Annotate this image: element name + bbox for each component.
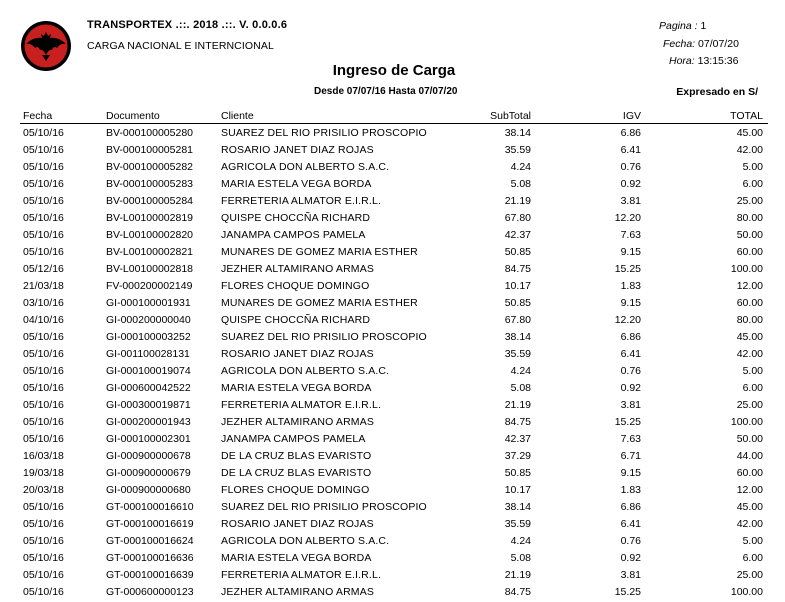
currency-note: Expresado en S/ [676,86,758,98]
cell-igv: 0.92 [620,552,641,564]
cell-total: 42.00 [736,144,763,156]
time-label: Hora: [669,55,695,67]
cell-cliente: AGRICOLA DON ALBERTO S.A.C. [221,535,390,547]
cell-total: 25.00 [736,195,763,207]
cell-cliente: MUNARES DE GOMEZ MARIA ESTHER [221,297,418,309]
cell-documento: GT-000600000123 [106,586,194,598]
cell-fecha: 05/10/16 [23,382,64,394]
report-date-range: Desde 07/07/16 Hasta 07/07/20 [314,86,458,97]
cell-igv: 0.92 [620,178,641,190]
cell-documento: BV-L00100002819 [106,212,193,224]
cell-igv: 3.81 [620,399,641,411]
time-value: 13:15:36 [697,55,739,67]
cell-igv: 3.81 [620,569,641,581]
cell-subtotal: 21.19 [504,195,531,207]
cell-documento: BV-000100005283 [106,178,193,190]
cell-total: 5.00 [742,365,763,377]
report-table-body [0,126,785,602]
cell-total: 42.00 [736,518,763,530]
cell-fecha: 16/03/18 [23,450,64,462]
cell-igv: 6.41 [620,518,641,530]
cell-igv: 1.83 [620,280,641,292]
cell-subtotal: 42.37 [504,433,531,445]
table-row [0,381,785,398]
cell-cliente: MARIA ESTELA VEGA BORDA [221,382,372,394]
cell-fecha: 20/03/18 [23,484,64,496]
cell-documento: GI-000300019871 [106,399,191,411]
column-header-total: TOTAL [730,110,763,122]
cell-documento: GI-000200000040 [106,314,191,326]
cell-total: 50.00 [736,433,763,445]
cell-documento: BV-L00100002820 [106,229,193,241]
cell-igv: 7.63 [620,433,641,445]
cell-igv: 15.25 [614,263,641,275]
table-row [0,143,785,160]
cell-fecha: 05/12/16 [23,263,64,275]
cell-igv: 0.76 [620,161,641,173]
cell-total: 100.00 [730,263,763,275]
table-row [0,347,785,364]
cell-total: 6.00 [742,178,763,190]
cell-fecha: 05/10/16 [23,127,64,139]
cell-cliente: JANAMPA CAMPOS PAMELA [221,229,366,241]
cell-total: 50.00 [736,229,763,241]
cell-fecha: 05/10/16 [23,518,64,530]
cell-subtotal: 37.29 [504,450,531,462]
table-row [0,245,785,262]
table-row [0,126,785,143]
cell-documento: GT-000100016636 [106,552,194,564]
cell-cliente: FERRETERIA ALMATOR E.I.R.L. [221,569,382,581]
cell-subtotal: 10.17 [504,484,531,496]
cell-igv: 15.25 [614,586,641,598]
table-row [0,211,785,228]
cell-total: 44.00 [736,450,763,462]
date-value: 07/07/20 [698,38,739,50]
cell-fecha: 05/10/16 [23,212,64,224]
cell-subtotal: 35.59 [504,144,531,156]
cell-igv: 12.20 [614,212,641,224]
cell-igv: 15.25 [614,416,641,428]
cell-subtotal: 84.75 [504,263,531,275]
cell-cliente: AGRICOLA DON ALBERTO S.A.C. [221,365,390,377]
cell-total: 100.00 [730,416,763,428]
cell-subtotal: 21.19 [504,569,531,581]
cell-cliente: JEZHER ALTAMIRANO ARMAS [221,263,375,275]
cell-cliente: SUAREZ DEL RIO PRISILIO PROSCOPIO [221,331,427,343]
cell-fecha: 05/10/16 [23,399,64,411]
cell-total: 60.00 [736,297,763,309]
cell-cliente: ROSARIO JANET DIAZ ROJAS [221,348,374,360]
cell-documento: GI-000100019074 [106,365,191,377]
cell-igv: 12.20 [614,314,641,326]
cell-igv: 0.76 [620,365,641,377]
table-row [0,330,785,347]
cell-igv: 6.71 [620,450,641,462]
cell-cliente: SUAREZ DEL RIO PRISILIO PROSCOPIO [221,127,427,139]
date-info [663,38,739,50]
cell-fecha: 05/10/16 [23,569,64,581]
cell-documento: GI-000100002301 [106,433,191,445]
report-title: Ingreso de Carga [332,62,456,79]
cell-subtotal: 50.85 [504,467,531,479]
cell-fecha: 05/10/16 [23,586,64,598]
table-row [0,432,785,449]
cell-cliente: FERRETERIA ALMATOR E.I.R.L. [221,399,382,411]
cell-subtotal: 67.80 [504,314,531,326]
cell-documento: GI-000100001931 [106,297,191,309]
table-row [0,296,785,313]
column-header-cliente: Cliente [221,110,254,122]
table-row [0,194,785,211]
page-label: Pagina : [659,20,698,32]
cell-total: 45.00 [736,501,763,513]
cell-total: 60.00 [736,246,763,258]
cell-igv: 6.41 [620,144,641,156]
date-label: Fecha: [663,38,696,50]
cell-fecha: 05/10/16 [23,535,64,547]
cell-fecha: 05/10/16 [23,178,64,190]
table-row [0,534,785,551]
cell-subtotal: 38.14 [504,331,531,343]
cell-subtotal: 38.14 [504,127,531,139]
cell-total: 12.00 [736,484,763,496]
cell-igv: 9.15 [620,246,641,258]
cell-subtotal: 10.17 [504,280,531,292]
cell-subtotal: 84.75 [504,586,531,598]
cell-cliente: JEZHER ALTAMIRANO ARMAS [221,416,375,428]
cell-igv: 3.81 [620,195,641,207]
cell-igv: 6.86 [620,127,641,139]
cell-total: 60.00 [736,467,763,479]
cell-cliente: MUNARES DE GOMEZ MARIA ESTHER [221,246,418,258]
cell-documento: GI-000900000679 [106,467,191,479]
cell-subtotal: 5.08 [510,382,531,394]
cell-subtotal: 4.24 [510,365,531,377]
table-row [0,398,785,415]
cell-cliente: MARIA ESTELA VEGA BORDA [221,552,372,564]
cell-documento: FV-000200002149 [106,280,193,292]
cell-subtotal: 35.59 [504,348,531,360]
page-value: 1 [700,20,707,32]
cell-cliente: JANAMPA CAMPOS PAMELA [221,433,366,445]
cell-total: 5.00 [742,161,763,173]
cell-cliente: DE LA CRUZ BLAS EVARISTO [221,467,372,479]
cell-total: 80.00 [736,212,763,224]
column-header-documento: Documento [106,110,160,122]
cell-documento: GI-000600042522 [106,382,191,394]
cell-fecha: 05/10/16 [23,331,64,343]
cell-total: 80.00 [736,314,763,326]
cell-documento: BV-000100005281 [106,144,193,156]
cell-cliente: JEZHER ALTAMIRANO ARMAS [221,586,375,598]
cell-subtotal: 42.37 [504,229,531,241]
cell-subtotal: 38.14 [504,501,531,513]
table-row [0,500,785,517]
column-header-fecha: Fecha [23,110,53,122]
table-row [0,313,785,330]
table-row [0,517,785,534]
company-subtitle: CARGA NACIONAL E INTERNCIONAL [87,40,274,52]
cell-documento: BV-000100005284 [106,195,193,207]
cell-cliente: FLORES CHOQUE DOMINGO [221,280,370,292]
cell-subtotal: 5.08 [510,178,531,190]
cell-subtotal: 5.08 [510,552,531,564]
cell-fecha: 21/03/18 [23,280,64,292]
table-row [0,279,785,296]
cell-documento: GI-000900000678 [106,450,191,462]
page-info [659,20,706,32]
cell-subtotal: 50.85 [504,246,531,258]
cell-subtotal: 21.19 [504,399,531,411]
cell-igv: 9.15 [620,467,641,479]
cell-cliente: DE LA CRUZ BLAS EVARISTO [221,450,372,462]
table-row [0,364,785,381]
column-header-subtotal: SubTotal [490,110,531,122]
cell-cliente: ROSARIO JANET DIAZ ROJAS [221,518,374,530]
cell-documento: GI-000900000680 [106,484,191,496]
cell-cliente: ROSARIO JANET DIAZ ROJAS [221,144,374,156]
cell-documento: GT-000100016624 [106,535,194,547]
cell-total: 45.00 [736,127,763,139]
cell-subtotal: 50.85 [504,297,531,309]
cell-documento: GI-000100003252 [106,331,191,343]
cell-cliente: AGRICOLA DON ALBERTO S.A.C. [221,161,390,173]
table-row [0,551,785,568]
cell-igv: 6.41 [620,348,641,360]
cell-igv: 7.63 [620,229,641,241]
cell-fecha: 04/10/16 [23,314,64,326]
cell-igv: 0.92 [620,382,641,394]
cell-cliente: FERRETERIA ALMATOR E.I.R.L. [221,195,382,207]
cell-cliente: MARIA ESTELA VEGA BORDA [221,178,372,190]
cell-fecha: 05/10/16 [23,246,64,258]
cell-igv: 6.86 [620,501,641,513]
table-row [0,466,785,483]
cell-subtotal: 4.24 [510,161,531,173]
table-row [0,228,785,245]
cell-total: 5.00 [742,535,763,547]
cell-fecha: 05/10/16 [23,433,64,445]
cell-total: 6.00 [742,552,763,564]
table-row [0,483,785,500]
cell-documento: BV-L00100002821 [106,246,193,258]
cell-total: 42.00 [736,348,763,360]
cell-fecha: 05/10/16 [23,144,64,156]
cell-fecha: 05/10/16 [23,416,64,428]
cell-total: 100.00 [730,586,763,598]
cell-fecha: 05/10/16 [23,365,64,377]
cell-subtotal: 84.75 [504,416,531,428]
cell-subtotal: 67.80 [504,212,531,224]
cell-fecha: 05/10/16 [23,501,64,513]
table-row [0,585,785,602]
cell-cliente: QUISPE CHOCCÑA RICHARD [221,314,371,326]
cell-fecha: 05/10/16 [23,195,64,207]
cell-documento: BV-000100005280 [106,127,193,139]
cell-fecha: 05/10/16 [23,348,64,360]
column-header-igv: IGV [622,110,641,122]
table-row [0,262,785,279]
cell-fecha: 05/10/16 [23,229,64,241]
cell-fecha: 05/10/16 [23,552,64,564]
table-row [0,160,785,177]
table-row [0,449,785,466]
cell-cliente: QUISPE CHOCCÑA RICHARD [221,212,371,224]
cell-documento: GT-000100016619 [106,518,194,530]
company-name: TRANSPORTEX .::. 2018 .::. V. 0.0.0.6 [87,19,288,31]
cell-fecha: 19/03/18 [23,467,64,479]
cell-subtotal: 4.24 [510,535,531,547]
cell-documento: BV-000100005282 [106,161,193,173]
cell-fecha: 03/10/16 [23,297,64,309]
cell-total: 25.00 [736,399,763,411]
cell-total: 12.00 [736,280,763,292]
cell-igv: 1.83 [620,484,641,496]
cell-total: 6.00 [742,382,763,394]
cell-total: 25.00 [736,569,763,581]
cell-cliente: FLORES CHOQUE DOMINGO [221,484,370,496]
cell-documento: GT-000100016610 [106,501,194,513]
cell-igv: 6.86 [620,331,641,343]
table-row [0,177,785,194]
cell-documento: GT-000100016639 [106,569,194,581]
cell-cliente: SUAREZ DEL RIO PRISILIO PROSCOPIO [221,501,427,513]
cell-fecha: 05/10/16 [23,161,64,173]
header-rule [20,123,768,124]
cell-documento: BV-L00100002818 [106,263,193,275]
cell-subtotal: 35.59 [504,518,531,530]
cell-documento: GI-000200001943 [106,416,191,428]
cell-igv: 9.15 [620,297,641,309]
table-row [0,568,785,585]
table-row [0,415,785,432]
cell-documento: GI-001100028131 [106,348,190,360]
cell-total: 45.00 [736,331,763,343]
cell-igv: 0.76 [620,535,641,547]
